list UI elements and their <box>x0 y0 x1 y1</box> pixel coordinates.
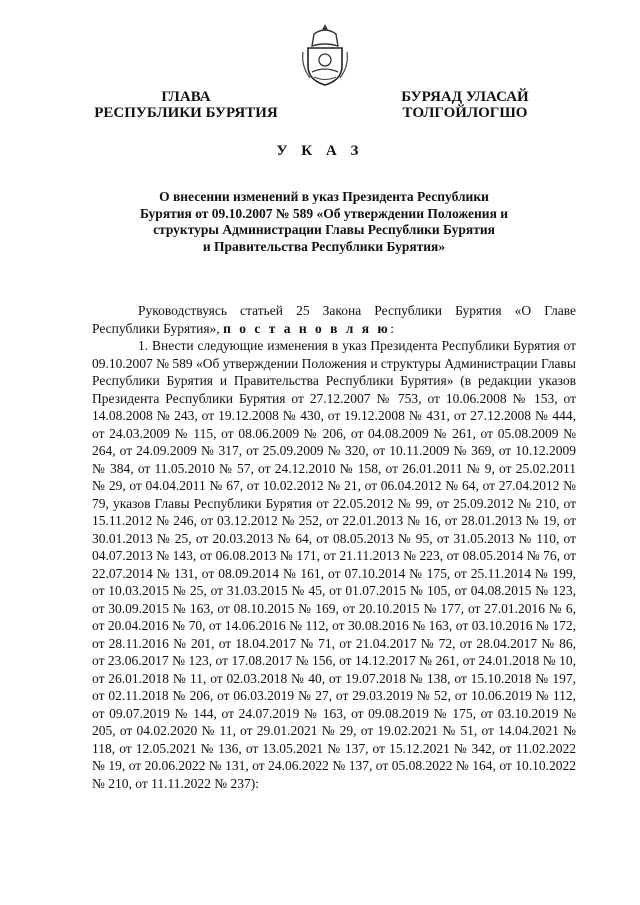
clause-1-paragraph: 1. Внести следующие изменения в указ Президента Республики Бурятия от 09.10.2007 № 589 «Об утверждении Положения и структуры Администрации Главы Республики Бурятия и Правительства Республики Бурятия» (в редакции указов Президента Республики Бурятия от 27.12.2007 № 753, от 10.06.2008 № 153, от 14.08.2008 № 243, от 19.12.2008 № 430, от 19.12.2008 № 431, от 27.12.2008 № 444, от 24.03.2009 № 115, от 08.06.2009 № 206, от 04.08.2009 № 261, от 05.08.2009 № 264, от 24.09.2009 № 317, от 25.09.2009 № 320, от 10.11.2009 № 369, от 10.12.2009 № 384, от 11.05.2010 № 57, от 24.12.2010 № 158, от 26.01.2011 № 9, от 25.02.2011 № 29, от 04.04.2011 № 67, от 10.02.2012 № 21, от 06.04.2012 № 64, от 27.04.2012 № 79, указов Главы Республики Бурятия от 22.05.2012 № 99, от 25.09.2012 № 210, от 15.11.2012 № 246, от 03.12.2012 № 252, от 22.01.2013 № 16, от 28.01.2013 № 19, от 30.01.2013 № 25, от 20.03.2013 № 64, от 08.05.2013 № 95, от 31.05.2013 № 110, от 04.07.2013 № 143, от 06.08.2013 № 171, от 21.11.2013 № 223, от 08.05.2014 № 76, от 22.07.2014 № 131, от 08.09.2014 № 161, от 07.10.2014 № 175, от 25.11.2014 № 199, от 10.03.2015 № 25, от 31.03.2015 № 45, от 01.07.2015 № 105, от 04.08.2015 № 123, от 30.09.2015 № 163, от 08.10.2015 № 169, от 20.10.2015 № 177, от 27.01.2016 № 6, от 20.04.2016 № 70, от 14.06.2016 № 112, от 30.08.2016 № 163, от 03.10.2016 № 172, от 28.11.2016 № 201, от 18.04.2017 № 71, от 21.04.2017 № 72, от 28.04.2017 № 86, от 23.06.2017 № 123, от 17.08.2017 № 156, от 14.12.2017 № 261, от 24.01.2018 № 10, от 26.01.2018 № 11, от 02.03.2018 № 40, от 19.07.2018 № 138, от 15.10.2018 № 197, от 02.11.2018 № 206, от 06.03.2019 № 27, от 29.03.2019 № 52, от 10.06.2019 № 112, от 09.07.2019 № 144, от 24.07.2019 № 163, от 09.08.2019 № 175, от 03.10.2019 № 205, от 04.02.2020 № 11, от 29.01.2021 № 29, от 19.02.2021 № 51, от 14.04.2021 № 118, от 12.05.2021 № 136, от 13.05.2021 № 137, от 15.12.2021 № 342, от 11.02.2022 № 19, от 20.06.2022 № 131, от 24.06.2022 № 137, от 05.08.2022 № 164, от 10.10.2022 № 210, от 11.11.2022 № 237): <box>92 338 576 791</box>
coat-of-arms-icon <box>300 22 350 88</box>
header-right-line2: ТОЛГОЙЛОГШО <box>402 105 528 121</box>
intro-text: Руководствуясь статьей 25 Закона Республики Бурятия «О Главе Республики Бурятия», <box>92 303 576 336</box>
decree-word: п о с т а н о в л я ю <box>223 320 391 336</box>
document-type: У К А З <box>276 143 364 159</box>
document-title <box>100 189 548 255</box>
title-line: и Правительства Республики Бурятия» <box>202 238 446 254</box>
intro-end: : <box>390 320 394 336</box>
title-line: структуры Администрации Главы Республики Бурятия <box>153 222 495 237</box>
header-right <box>376 89 554 121</box>
header-right-line1: БУРЯАД УЛАСАЙ <box>401 89 529 105</box>
intro-paragraph <box>92 302 576 337</box>
header-left <box>86 89 286 121</box>
title-line: О внесении изменений в указ Президента Республики <box>159 189 489 204</box>
document-body <box>92 302 576 792</box>
header-left-line2: РЕСПУБЛИКИ БУРЯТИЯ <box>94 105 278 121</box>
header-left-line1: ГЛАВА <box>161 89 211 105</box>
title-line: Бурятия от 09.10.2007 № 589 «Об утверждении Положения и <box>139 205 509 221</box>
